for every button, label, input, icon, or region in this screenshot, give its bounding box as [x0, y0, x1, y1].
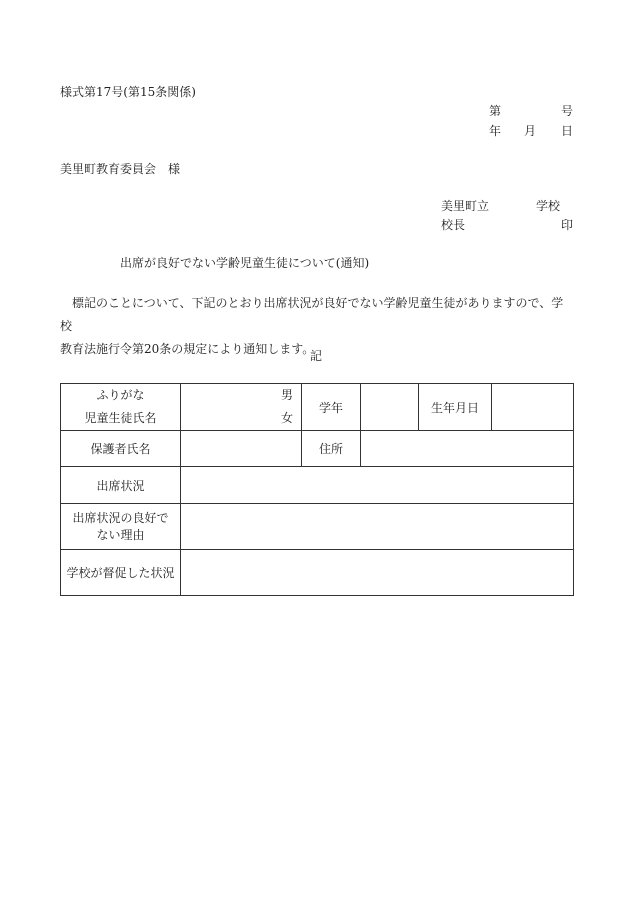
school-suffix: 学校 [536, 199, 561, 213]
body-line-1: 標記のことについて、下記のとおり出席状況が良好でない学齢児童生徒がありますので、学校 [60, 296, 564, 333]
female-label: 女 [280, 411, 293, 425]
table-row-guardian [61, 431, 574, 467]
reason-label-line-2: ない理由 [96, 527, 145, 542]
address-label: 住所 [302, 431, 361, 467]
birthdate-value-cell[interactable] [492, 384, 574, 431]
body-line-2: 教育法施行令第20条の規定により通知します。 [60, 342, 315, 356]
school-prefix: 美里町立 [441, 199, 490, 213]
date-day: 日 [561, 124, 574, 138]
table-row-supervision [61, 550, 574, 596]
grade-value-cell[interactable] [361, 384, 419, 431]
seal-mark: 印 [561, 218, 574, 232]
name-label-cell [61, 384, 181, 431]
doc-number-suffix: 号 [561, 104, 574, 118]
date-month: 月 [524, 124, 537, 138]
attendance-value-cell[interactable] [181, 467, 574, 504]
guardian-label: 保護者氏名 [61, 431, 181, 467]
male-label: 男 [280, 388, 293, 402]
supervision-label: 学校が督促した状況 [61, 550, 181, 596]
table-row-name [61, 384, 574, 431]
guardian-value-cell[interactable] [181, 431, 302, 467]
addressee: 美里町教育委員会 様 [60, 162, 181, 176]
reason-value-cell[interactable] [181, 504, 574, 550]
attendance-label: 出席状況 [61, 467, 181, 504]
principal-label: 校長 [441, 218, 466, 232]
reason-label-cell [61, 504, 181, 550]
student-info-table [60, 383, 574, 596]
student-name-cell[interactable] [181, 384, 302, 431]
form-number: 様式第17号(第15条関係) [60, 85, 196, 99]
student-name-label: 児童生徒氏名 [84, 411, 157, 425]
grade-label: 学年 [302, 384, 361, 431]
subject-title: 出席が良好でない学齢児童生徒について(通知) [120, 256, 370, 270]
doc-number-prefix: 第 [489, 104, 502, 118]
address-value-cell[interactable] [361, 431, 574, 467]
birthdate-label: 生年月日 [419, 384, 492, 431]
table-row-reason [61, 504, 574, 550]
furigana-label: ふりがな [96, 388, 145, 402]
date-year: 年 [489, 124, 502, 138]
supervision-value-cell[interactable] [181, 550, 574, 596]
table-row-attendance [61, 467, 574, 504]
ki-heading: 記 [310, 349, 323, 363]
reason-label-line-1: 出席状況の良好で [72, 510, 169, 525]
